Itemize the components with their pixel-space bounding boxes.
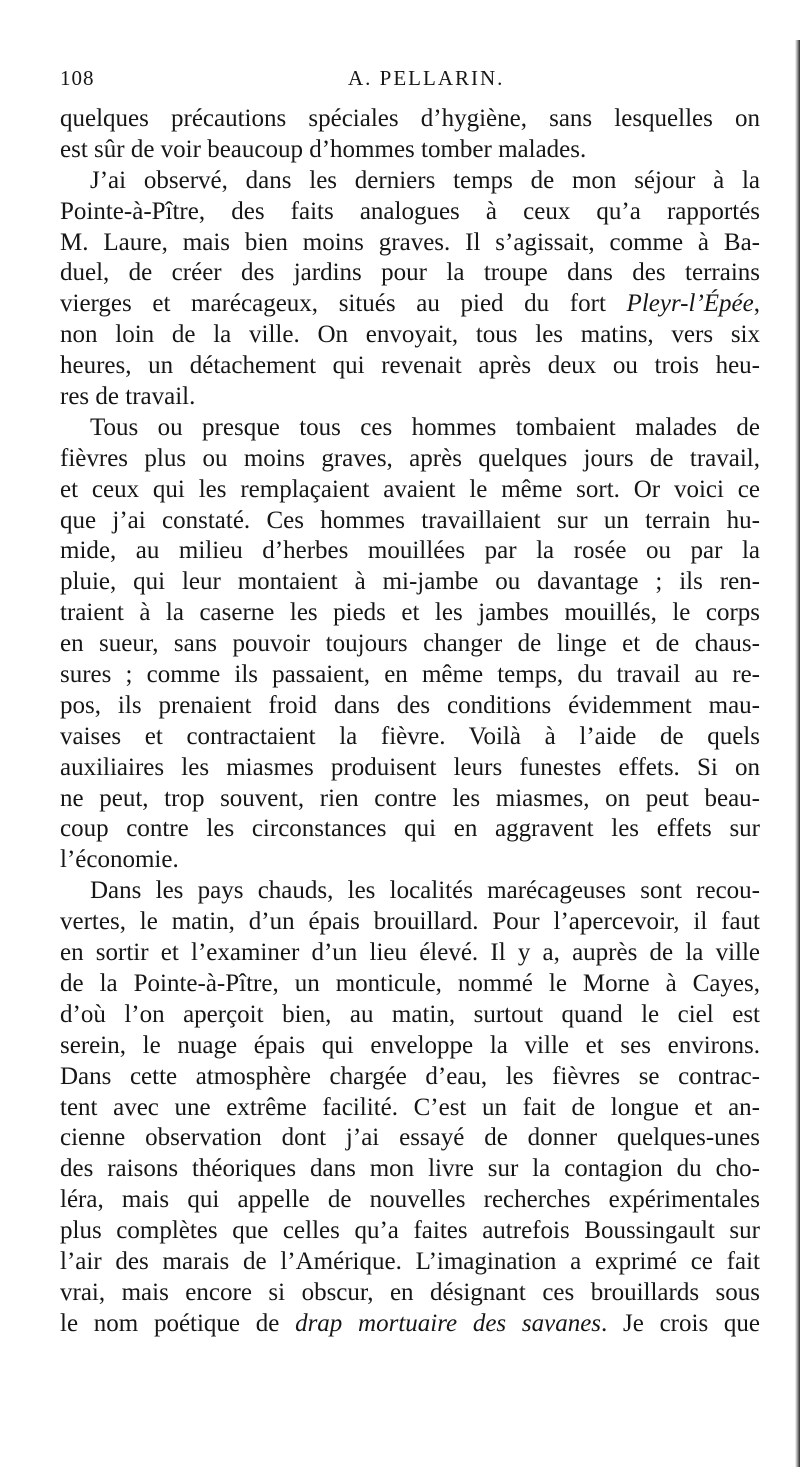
text-line [60,289,760,320]
text-line: heures, un détachement qui revenait après deux ou trois heu- [60,352,760,380]
text-line: pos, ils prenaient froid dans des conditions évidemment mau- [60,691,760,719]
text-segment: . Je crois que [601,1309,760,1337]
running-title: A. PELLARIN. [348,66,505,90]
text-line: est sûr de voir beaucoup d’hommes tomber malades. [60,135,587,163]
text-line: en sueur, sans pouvoir toujours changer de linge et de chaus- [60,630,760,658]
text-line: d’où l’on aperçoit bien, au matin, surtout quand le ciel est [60,1000,760,1028]
page-header [60,66,760,96]
text-line: traient à la caserne les pieds et les jambes mouillés, le corps [60,599,760,627]
text-line: quelques précautions spéciales d’hygiène, sans lesquelles on [60,105,760,132]
text-line: en sortir et l’examiner d’un lieu élevé. Il y a, auprès de la ville [60,939,760,967]
text-line: Tous ou presque tous ces hommes tombaient malades de [90,413,760,441]
text-line: auxiliaires les miasmes produisent leurs funestes effets. Si on [60,753,760,781]
text-segment: vierges et marécageux, situés au pied du fort [60,290,627,318]
text-line: des raisons théoriques dans mon livre sur la contagion du cho- [60,1155,760,1183]
text-line: duel, de créer des jardins pour la troupe dans des terrains [60,259,760,287]
text-line: que j’ai constaté. Ces hommes travaillaient sur un terrain hu- [60,506,760,534]
text-line: res de travail. [60,383,196,411]
page-number: 108 [60,66,95,90]
text-line: pluie, qui leur montaient à mi-jambe ou davantage ; ils ren- [60,568,760,596]
text-line: de la Pointe-à-Pître, un monticule, nommé le Morne à Cayes, [60,969,760,997]
text-line: Dans les pays chauds, les localités marécageuses sont recou- [90,877,760,905]
text-line: mide, au milieu d’herbes mouillées par la rosée ou par la [60,537,760,565]
text-line: l’économie. [60,846,179,874]
text-line: sures ; comme ils passaient, en même temps, du travail au re- [60,661,760,689]
italic-text: Pleyr-l’Épée [626,290,754,318]
text-line: Dans cette atmosphère chargée d’eau, les fièvres se contrac- [60,1062,760,1090]
text-line: cienne observation dont j’ai essayé de donner quelques-unes [60,1124,760,1152]
text-line: l’air des marais de l’Amérique. L’imagination a exprimé ce fait [60,1247,760,1275]
text-line: léra, mais qui appelle de nouvelles recherches expérimentales [60,1186,760,1214]
text-line: et ceux qui les remplaçaient avaient le même sort. Or voici ce [60,475,760,503]
text-line: plus complètes que celles qu’a faites autrefois Boussingault sur [60,1217,760,1245]
body-text [60,104,760,1340]
text-line: vaises et contractaient la fièvre. Voilà à l’aide de quels [60,722,760,750]
text-segment: le nom poétique de [60,1309,296,1337]
text-line: M. Laure, mais bien moins graves. Il s’agissait, comme à Ba- [60,228,760,256]
text-line: vertes, le matin, d’un épais brouillard. Pour l’apercevoir, il faut [60,908,760,936]
text-line: J’ai observé, dans les derniers temps de mon séjour à la [90,166,760,194]
text-line: tent avec une extrême facilité. C’est un fait de longue et an- [60,1093,760,1121]
text-line: coup contre les circonstances qui en aggravent les effets sur [60,815,760,843]
text-line: Pointe-à-Pître, des faits analogues à ceux qu’a rapportés [60,197,760,225]
text-line [60,1309,760,1340]
text-line: ne peut, trop souvent, rien contre les miasmes, on peut beau- [60,784,760,812]
page-edge-shadow [795,40,800,1467]
text-line: fièvres plus ou moins graves, après quelques jours de travail, [60,444,760,472]
text-line: non loin de la ville. On envoyait, tous les matins, vers six [60,321,760,349]
text-line: serein, le nuage épais qui enveloppe la ville et ses environs. [60,1031,760,1059]
text-line: vrai, mais encore si obscur, en désignant ces brouillards sous [60,1278,760,1306]
text-segment: , [753,290,760,318]
italic-text: drap mortuaire des savanes [295,1309,602,1337]
